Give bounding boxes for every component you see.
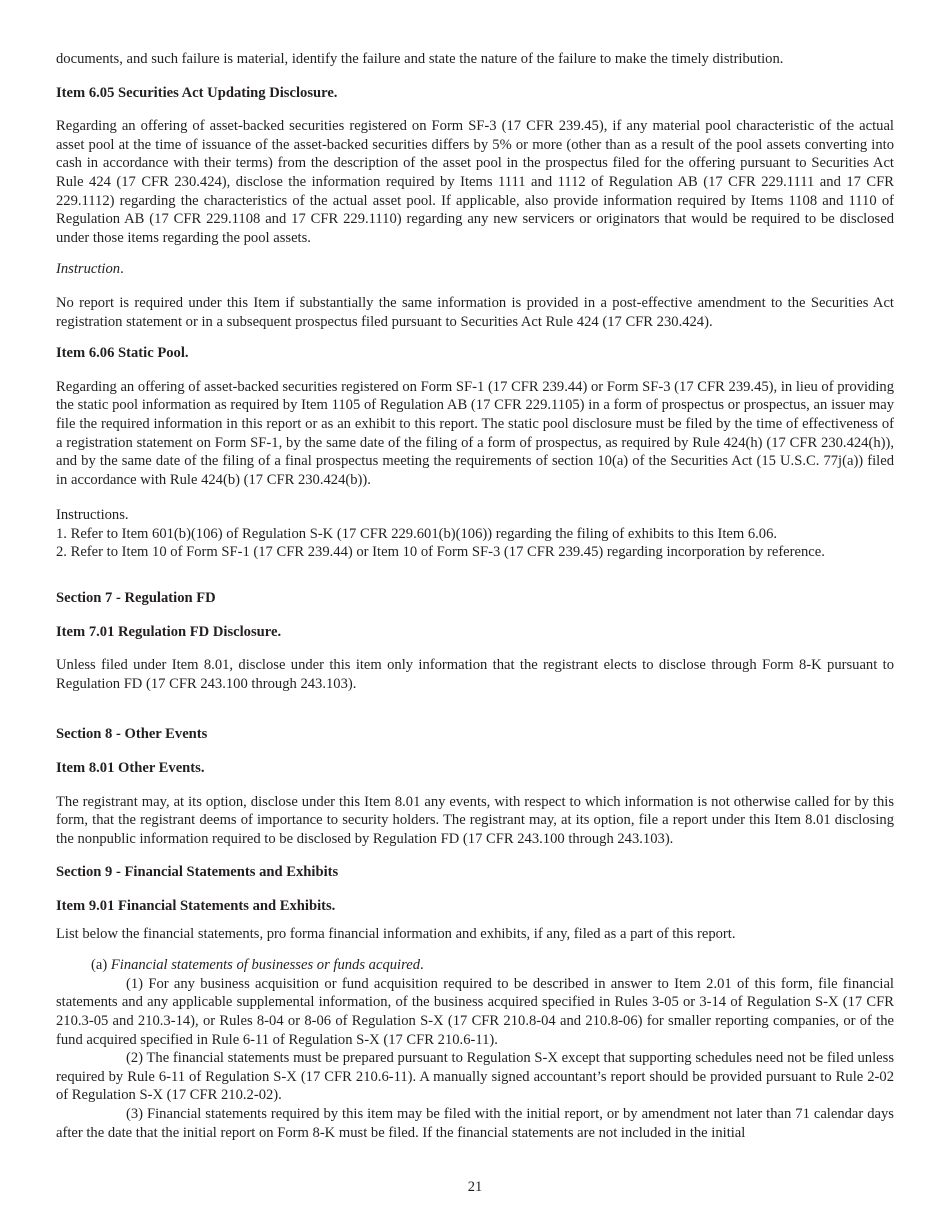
item-7-01-heading: Item 7.01 Regulation FD Disclosure. [56,623,282,640]
item-8-01-body: The registrant may, at its option, disclose under this Item 8.01 any events, with respect to which information is not otherwise called for by this form, that the registrant deems of importance to security holders. The registrant may, at its option, file a report under this Item 8.01 disclosing the nonpublic information required to be disclosed by Regulation FD (17 CFR 243.100 through 243.103). [56,793,894,847]
instructions-item: 1. Refer to Item 601(b)(106) of Regulation S-K (17 CFR 229.601(b)(106)) regarding the filing of exhibits to this Item 6.06. [56,525,778,542]
item-9-01-heading: Item 9.01 Financial Statements and Exhibits. [56,898,336,914]
instructions-item: 2. Refer to Item 10 of Form SF-1 (17 CFR 239.44) or Item 10 of Form SF-3 (17 CFR 239.45) regarding incorporation by reference. [56,544,825,561]
instruction-label-text: Instruction [56,261,121,278]
paragraph-1: (1) For any business acquisition or fund acquisition required to be described in answer to Item 2.01 of this form, file financial statements and any applicable supplemental information, of the business acquired specified in Rules 3-05 or 3-14 of Regulation S-X (17 CFR 210.3-05 and 210.3-14), or Rules 8-04 or 8-06 of Regulation S-X (17 CFR 210.8-04 and 210.8-06) for smaller reporting companies, or of the fund acquired specified in Rule 6-11 of Regulation S-X (17 CFR 210.6-11). [56,975,894,1048]
continuation-paragraph: documents, and such failure is material, identify the failure and state the nature of the failure to make the timely distribution. [56,51,784,67]
section-9-heading: Section 9 - Financial Statements and Exhibits [56,864,339,881]
item-6-06-heading: Item 6.06 Static Pool. [56,345,189,362]
item-9-01-body: List below the financial statements, pro forma financial information and exhibits, if any, filed as a part of this report. [56,925,736,942]
subsection-a-title: Financial statements of businesses or funds acquired [110,957,421,974]
instruction-label: Instruction. [56,261,124,278]
paragraph-2: (2) The financial statements must be prepared pursuant to Regulation S-X except that supporting schedules need not be filed unless required by Rule 6-11 of Regulation S-X (17 CFR 210.6-11). A manually signed accountant’s report should be provided pursuant to Rule 2-02 of Regulation S-X (17 CFR 210.2-02). [56,1050,894,1104]
instruction-text: No report is required under this Item if substantially the same information is provided in a post-effective amendment to the Securities Act registration statement or in a subsequent prospectus filed pursuant to Securities Act Rule 424 (17 CFR 230.424). [56,294,894,330]
item-7-01-body: Unless filed under Item 8.01, disclose under this item only information that the registrant elects to disclose through Form 8-K pursuant to Regulation FD (17 CFR 243.100 through 243.103). [56,657,894,692]
item-6-05-body: Regarding an offering of asset-backed securities registered on Form SF-3 (17 CFR 239.45), if any material pool characteristic of the actual asset pool at the time of issuance of the asset-backed securities differs by 5% or more (other than as a result of the pool assets converting into cash in accordance with their terms) from the description of the asset pool in the prospectus filed for the offering pursuant to Securities Act Rule 424 (17 CFR 230.424), disclose the information required by Items 1111 and 1112 of Regulation AB (17 CFR 229.1111 and 17 CFR 229.1112) regarding the characteristics of the actual asset pool. If applicable, also provide information required by Items 1108 and 1110 of Regulation AB (17 CFR 229.1108 and 17 CFR 229.1110) regarding any new servicers or originators that would be required to be disclosed under those items regarding the pool assets. [56,118,894,246]
item-6-06-body: Regarding an offering of asset-backed securities registered on Form SF-1 (17 CFR 239.44) or Form SF-3 (17 CFR 239.45), in lieu of providing the static pool information as required by Item 1105 of Regulation AB (17 CFR 229.1105) in a form of prospectus or prospectus, an issuer may file the required information in this report or as an exhibit to this report. The static pool disclosure must be filed by the time of effectiveness of a registration statement on Form SF-1, by the same date of the filing of a form of prospectus, as required by Rule 424(h) (17 CFR 230.424(h)), and by the same date of the filing of a final prospectus meeting the requirements of section 10(a) of the Securities Act (15 U.S.C. 77j(a)) filed in accordance with Rule 424(b) (17 CFR 230.424(b)). [56,378,894,488]
section-8-heading: Section 8 - Other Events [56,726,208,743]
section-7-heading: Section 7 - Regulation FD [56,590,216,607]
item-6-05-heading: Item 6.05 Securities Act Updating Disclosure. [56,84,338,101]
subsection-a-prefix: (a) [91,957,111,974]
paragraph-3: (3) Financial statements required by this item may be filed with the initial report, or by amendment not later than 71 calendar days after the date that the initial report on Form 8-K must be filed. If the financial statements are not included in the initial [56,1105,894,1141]
subsection-a-suffix: . [420,957,424,974]
item-8-01-heading: Item 8.01 Other Events. [56,760,205,777]
instructions-label: Instructions. [56,507,129,524]
page-number: 21 [467,1179,483,1195]
subsection-a [56,956,894,975]
document-page [56,50,894,1142]
